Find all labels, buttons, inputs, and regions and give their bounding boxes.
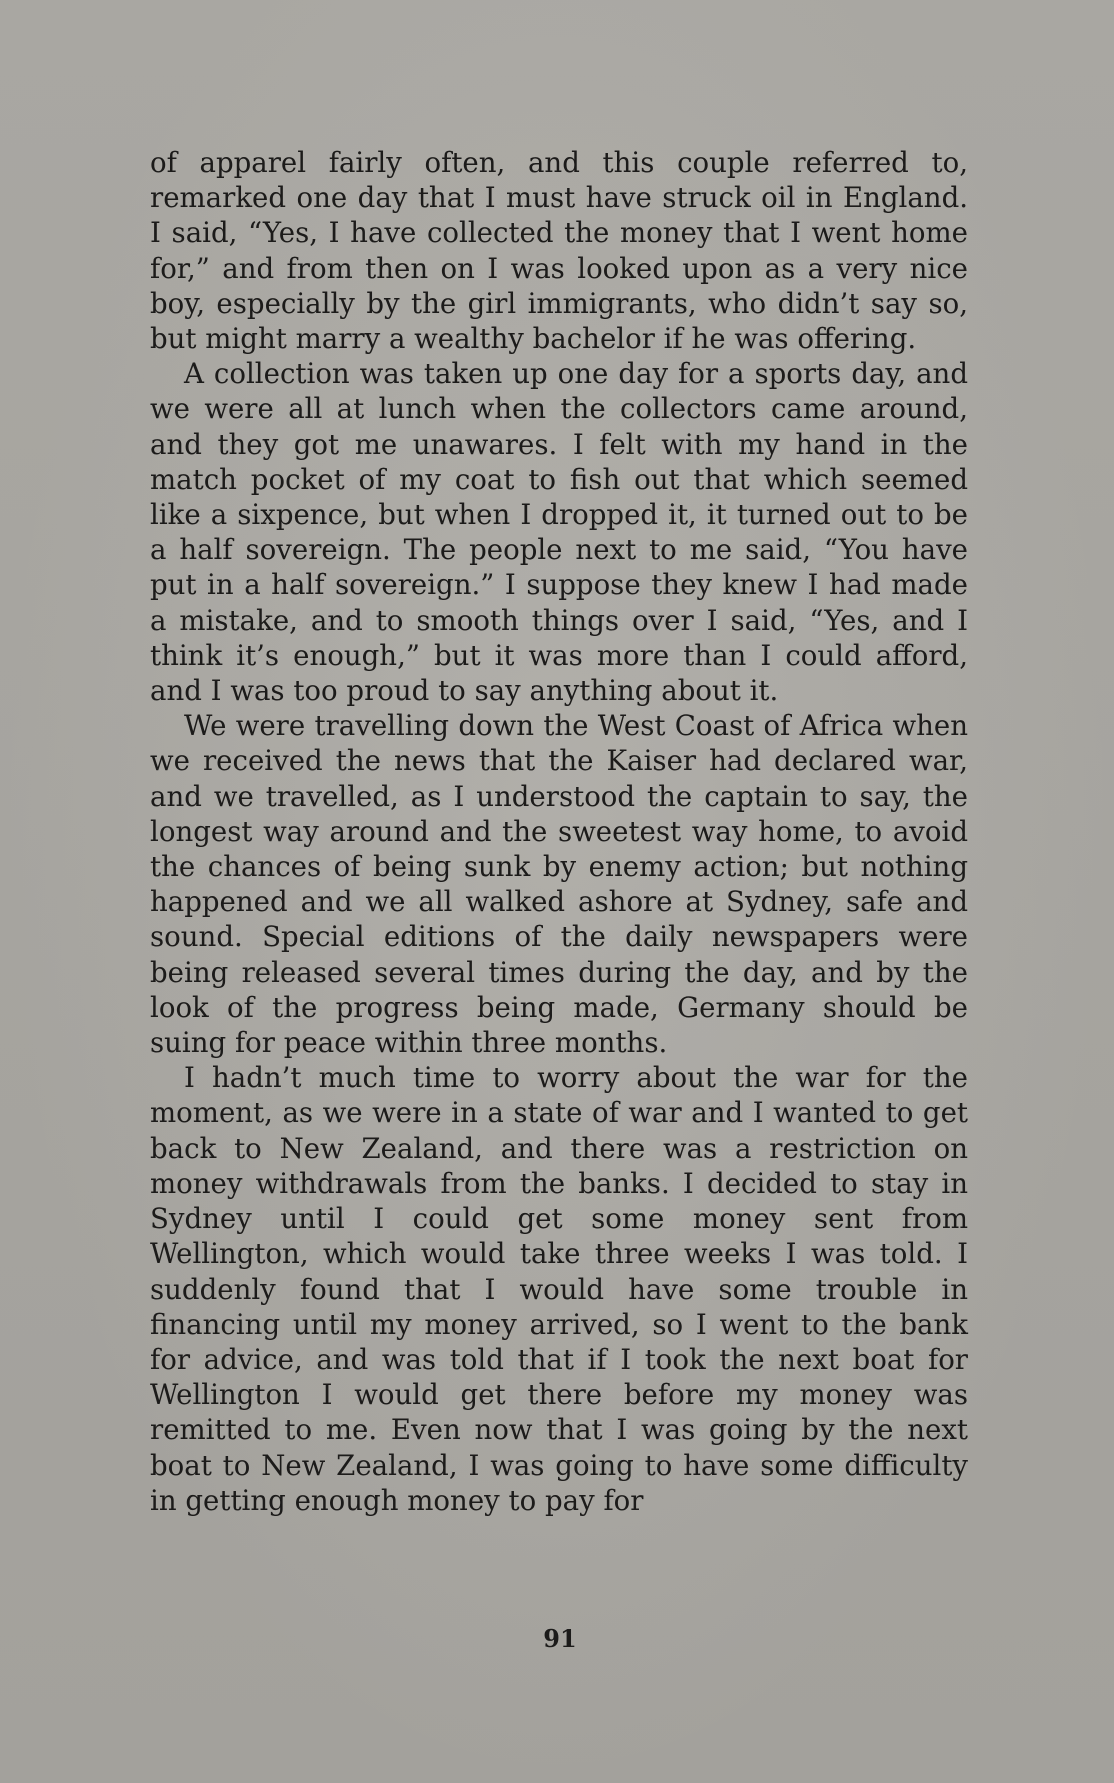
paragraph-west-coast: We were travelling down the West Coast of Africa when we received the news that the Kaiser had declared war, and we travelled, as I understood the captain to say, the longest way around and the sweetest way home, to avoid the chances of being sunk by enemy action; but nothing happened and we all walked ashore at Sydney, safe and sound. Special editions of the daily newspapers were being released several times during the day, and by the look of the progress being made, Germany should be suing for peace within three months. [150,709,968,1060]
page-number: 91 [543,1624,577,1653]
body-text [150,145,968,1518]
paragraph-sydney: I hadn’t much time to worry about the war for the moment, as we were in a state of war and I wanted to get back to New Zealand, and there was a restriction on money withdrawals from the banks. I decided to stay in Sydney until I could get some money sent from Wellington, which would take three weeks I was told. I suddenly found that I would have some trouble in financing until my money arrived, so I went to the bank for advice, and was told that if I took the next boat for Wellington I would get there before my money was remitted to me. Even now that I was going by the next boat to New Zealand, I was going to have some difficulty in getting enough money to pay for [150,1061,968,1517]
paragraph-collection: A collection was taken up one day for a sports day, and we were all at lunch when the collectors came around, and they got me unawares. I felt with my hand in the match pocket of my coat to fish out that which seemed like a sixpence, but when I dropped it, it turned out to be a half sovereign. The people next to me said, “You have put in a half sovereign.” I suppose they knew I had made a mistake, and to smooth things over I said, “Yes, and I think it’s enough,” but it was more than I could afford, and I was too proud to say anything about it. [150,357,968,708]
paragraph-continued: of apparel fairly often, and this couple referred to, remarked one day that I must have struck oil in England. I said, “Yes, I have collected the money that I went home for,” and from then on I was looked upon as a very nice boy, especially by the girl immigrants, who didn’t say so, but might marry a wealthy bachelor if he was offering. [150,146,968,356]
